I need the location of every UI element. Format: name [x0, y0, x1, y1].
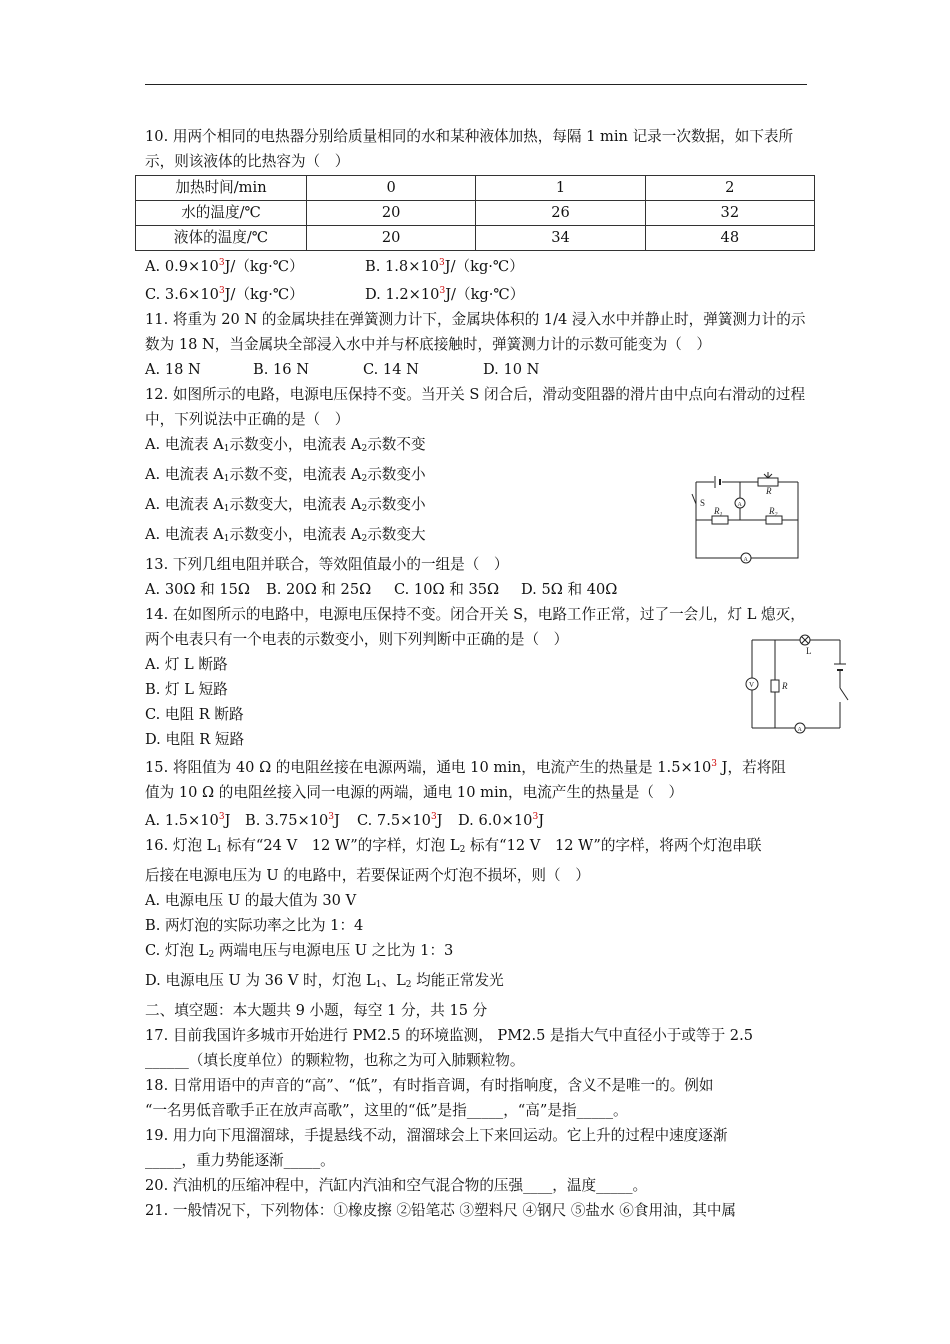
q12-stem: 12. 如图所示的电路，电源电压保持不变。当开关 S 闭合后，滑动变阻器的滑片由中点向右滑动的过程中，下列说法中正确的是（ ）	[145, 386, 806, 428]
q14-option-b: B. 灯 L 短路	[145, 681, 228, 698]
q18-line-1: 18. 日常用语中的声音的“高”、“低”，有时指音调，有时指响度，含义不是唯一的。例如	[145, 1077, 714, 1094]
q15-options	[145, 805, 810, 833]
rheostat-icon	[758, 472, 778, 486]
q15-option-a: A. $1.5\times 10^3J$	[145, 812, 231, 829]
q19-line-1: 19. 用力向下甩溜溜球，手提悬线不动，溜溜球会上下来回运动。它上升的过程中速度逐渐	[145, 1127, 728, 1144]
switch-icon	[692, 494, 696, 504]
q14-circuit-diagram	[742, 630, 854, 734]
q10-data-table	[135, 175, 815, 251]
table-cell: 32	[645, 201, 814, 226]
q19-line-2: _____，重力势能逐渐_____。	[145, 1152, 335, 1169]
resistor-icon	[771, 680, 779, 692]
table-cell: 26	[476, 201, 645, 226]
q20-line: 20. 汽油机的压缩冲程中，汽缸内汽油和空气混合物的压强____，温度_____。	[145, 1177, 648, 1194]
table-cell: 液体的温度/℃	[136, 226, 307, 251]
header-rule	[145, 84, 807, 85]
q17-line-1: 17. 目前我国许多城市开始进行 PM2.5 的环境监测， PM2.5 是指大气中直径小于或等于 2.5	[145, 1027, 754, 1044]
battery-icon	[834, 664, 846, 670]
q16-option-a: A. 电源电压 U 的最大值为 30 V	[145, 892, 357, 909]
q13-option-b: B. 20Ω 和 25Ω	[266, 581, 372, 598]
rheostat-label: R	[766, 486, 772, 496]
table-row	[136, 201, 815, 226]
table-cell: 2	[645, 176, 814, 201]
ammeter-a2-label: A	[743, 557, 748, 563]
q14-option-c: C. 电阻 R 断路	[145, 706, 244, 723]
table-cell: 48	[645, 226, 814, 251]
q15-option-c: C. $7.5\times 10^3J$	[357, 812, 443, 829]
q15-stem-line-1: 15. 将阻值为 40 Ω 的电阻丝接在电源两端，通电 10 min，电流产生的热量是 $1.5\times 10^3$ J，若将阻	[145, 759, 786, 776]
q16-option-c: C. 灯泡 $L_2$ 两端电压与电源电压 U 之比为 1：3	[145, 942, 454, 960]
q10-options-row-2	[145, 279, 810, 307]
q10-option-a: A. $0.9\times 10^3J/(kg\cdot℃)$	[145, 258, 304, 275]
ammeter-a1-label: A	[737, 502, 742, 508]
q12-option: A. 电流表 $A_1$示数变大，电流表 $A_2$示数变小	[145, 496, 426, 514]
q15-option-b: B. $3.75\times 10^3J$	[245, 812, 340, 829]
table-cell: 0	[307, 176, 476, 201]
voltmeter-label: V	[749, 681, 755, 689]
resistor-label: R	[782, 681, 788, 691]
q14-stem: 14. 在如图所示的电路中，电源电压保持不变。闭合开关 S，电路工作正常，过了一会儿，灯 L 熄灭，两个电表只有一个电表的示数变小，则下列判断中正确的是（ ）	[145, 606, 805, 648]
q16-stem-line-1: 16. 灯泡 $L_1$ 标有“24 V 12 W”的字样，灯泡 $L_2$ 标有“12 V 12 W”的字样，将两个灯泡串联	[145, 837, 762, 855]
q12-option: A. 电流表 $A_1$示数变小，电流表 $A_2$示数不变	[145, 436, 426, 454]
q16-option-b: B. 两灯泡的实际功率之比为 1：4	[145, 917, 364, 934]
q15-option-d: D. $6.0\times 10^3J$	[458, 812, 545, 829]
q16-stem-line-2: 后接在电源电压为 U 的电路中，若要保证两个灯泡不损坏，则（ ）	[145, 867, 590, 884]
q11-option-c: C. 14 N	[363, 361, 419, 378]
table-cell: 20	[307, 226, 476, 251]
resistor-r1-label: $R_1$	[714, 506, 723, 518]
table-row	[136, 176, 815, 201]
table-row	[136, 226, 815, 251]
table-cell: 34	[476, 226, 645, 251]
switch-label: S	[700, 498, 706, 508]
section-heading-fill-in: 二、填空题：本大题共 9 小题，每空 1 分，共 15 分	[145, 1002, 488, 1019]
lamp-icon	[800, 635, 810, 645]
exam-page-content	[145, 124, 810, 1223]
q10-option-d: D. $1.2\times 10^3J/(kg\cdot℃)$	[365, 286, 525, 303]
ammeter-label: A	[797, 727, 802, 733]
switch-icon	[840, 688, 848, 700]
q21-line: 21. 一般情况下，下列物体：①橡皮擦 ②铅笔芯 ③塑料尺 ④钢尺 ⑤盐水 ⑥食用油，其中属	[145, 1202, 737, 1219]
q11-option-b: B. 16 N	[253, 361, 309, 378]
q13-option-d: D. 5Ω 和 40Ω	[521, 581, 618, 598]
wire	[752, 640, 840, 728]
q17-line-2: ______（填长度单位）的颗粒物，也称之为可入肺颗粒物。	[145, 1052, 525, 1069]
q11-option-d: D. 10 N	[483, 361, 540, 378]
q13-option-c: C. 10Ω 和 35Ω	[394, 581, 500, 598]
q14-option-d: D. 电阻 R 短路	[145, 731, 245, 748]
table-cell: 1	[476, 176, 645, 201]
q12-circuit-diagram	[688, 470, 808, 570]
q18-line-2: “一名男低音歌手正在放声高歌”，这里的“低”是指_____，“高”是指_____。	[145, 1102, 628, 1119]
q10-options-row-1	[145, 251, 810, 279]
q11-option-a: A. 18 N	[145, 361, 201, 378]
table-cell: 水的温度/℃	[136, 201, 307, 226]
battery-icon	[715, 476, 720, 488]
resistor-r2-label: $R_2$	[769, 506, 778, 518]
q10-stem: 10. 用两个相同的电热器分别给质量相同的水和某种液体加热，每隔 1 min 记录一次数据，如下表所示，则该液体的比热容为（ ）	[145, 128, 794, 170]
q16-option-d: D. 电源电压 U 为 36 V 时，灯泡 $L_1$、$L_2$ 均能正常发光	[145, 972, 504, 990]
q10-option-c: C. $3.6\times 10^3J/(kg\cdot℃)$	[145, 286, 304, 303]
q13-option-a: A. 30Ω 和 15Ω	[145, 581, 251, 598]
wire	[696, 482, 798, 558]
q12-option: A. 电流表 $A_1$示数不变，电流表 $A_2$示数变小	[145, 466, 426, 484]
q13-options	[145, 577, 810, 602]
q12-option: A. 电流表 $A_1$示数变小，电流表 $A_2$示数变大	[145, 526, 426, 544]
table-cell: 加热时间/min	[136, 176, 307, 201]
q10-option-b: B. $1.8\times 10^3J/(kg\cdot℃)$	[365, 258, 524, 275]
lamp-label: L	[806, 646, 812, 656]
q15-stem-line-2: 值为 10 Ω 的电阻丝接入同一电源的两端，通电 10 min，电流产生的热量是（ ）	[145, 784, 684, 801]
q14-option-a: A. 灯 L 断路	[145, 656, 228, 673]
q11-options	[145, 357, 810, 382]
table-cell: 20	[307, 201, 476, 226]
q11-stem: 11. 将重为 20 N 的金属块挂在弹簧测力计下，金属块体积的 1/4 浸入水中并静止时，弹簧测力计的示数为 18 N，当金属块全部浸入水中并与杯底接触时，弹簧测力计的示数可能变为（ ）	[145, 311, 806, 353]
q13-stem: 13. 下列几组电阻并联合，等效阻值最小的一组是（ ）	[145, 556, 509, 573]
